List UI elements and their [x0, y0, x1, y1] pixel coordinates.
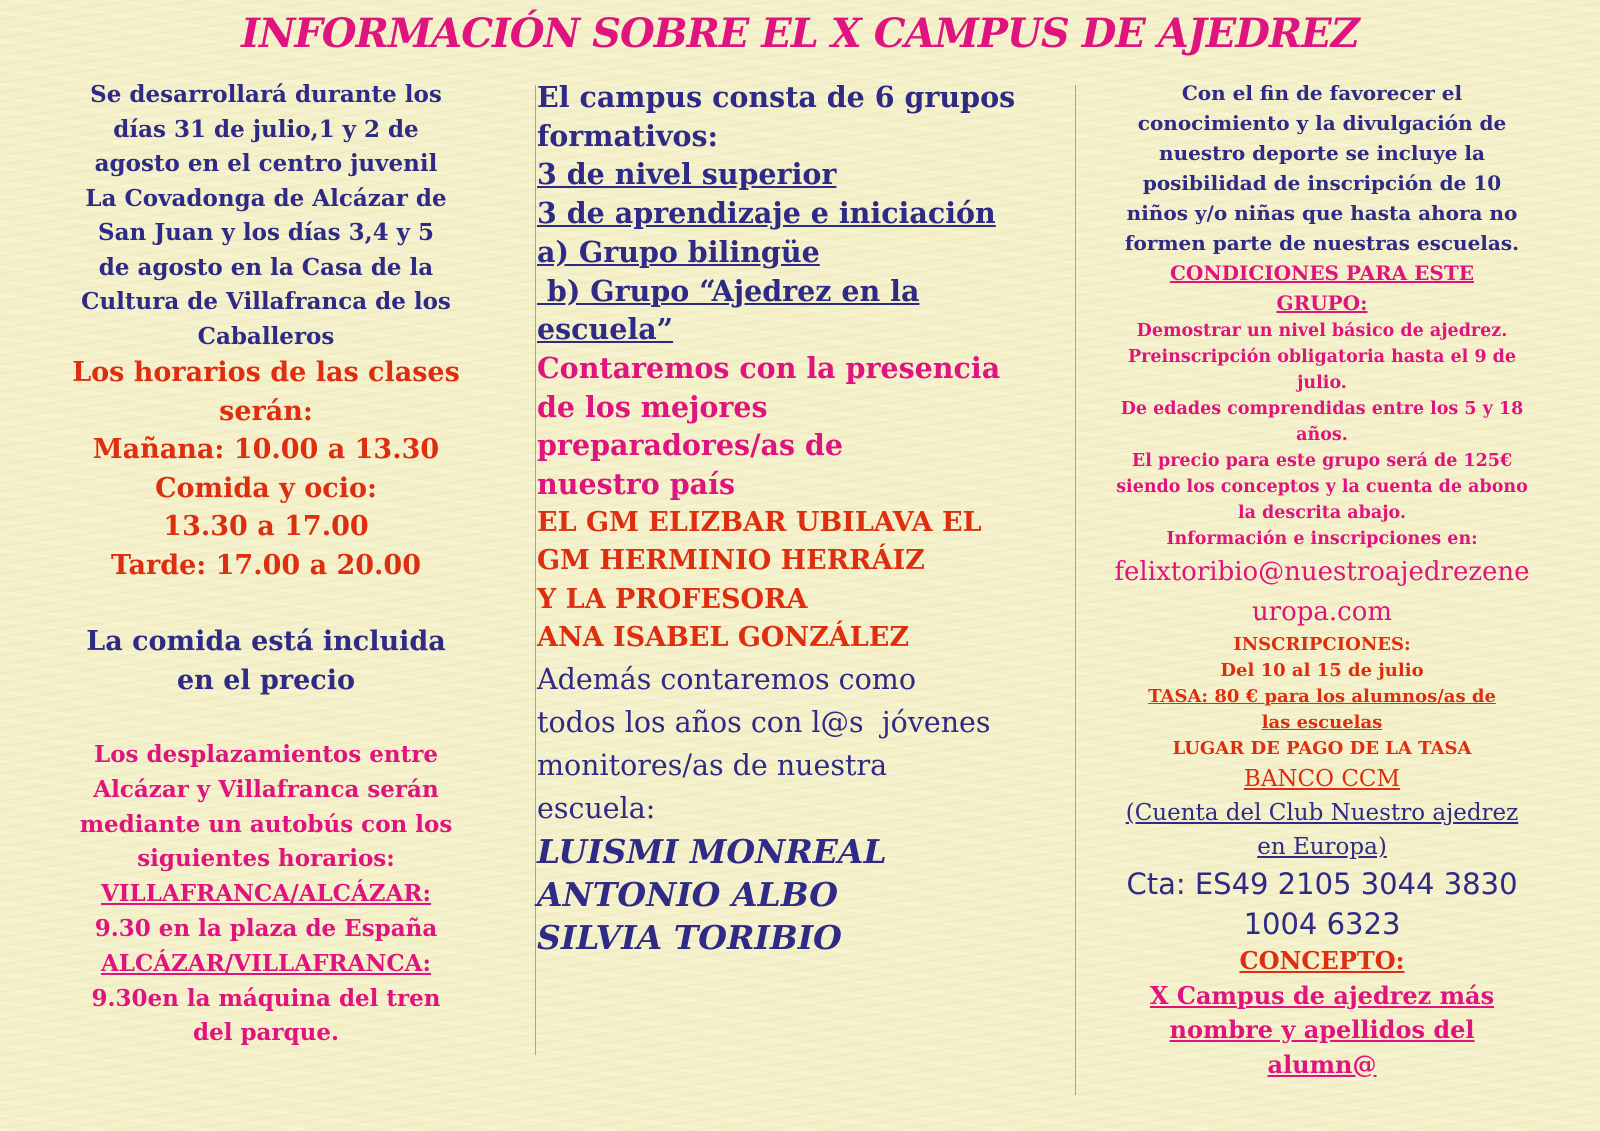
text-line: serán: — [219, 395, 313, 427]
text-line: (Cuenta del Club Nuestro ajedrez — [1125, 800, 1519, 826]
monitors-names — [537, 830, 1057, 959]
class-schedule — [38, 354, 494, 585]
contact-email[interactable] — [1082, 552, 1562, 632]
text-line: Cultura de Villafranca de los — [81, 288, 451, 315]
text-line: CONDICIONES PARA ESTE — [1170, 261, 1474, 285]
text-line: Contaremos con la presencia — [537, 350, 1001, 385]
column-groups-teachers — [537, 78, 1057, 959]
text-line: alumn@ — [1267, 1049, 1377, 1079]
text-line: posibilidad de inscripción de 10 — [1142, 171, 1502, 195]
text-line: GRUPO: — [1276, 291, 1368, 315]
text-line: de los mejores — [537, 389, 768, 424]
text-line: Información e inscripciones en: — [1166, 529, 1478, 549]
text-line: 1004 6323 — [1243, 907, 1401, 941]
text-line: formen parte de nuestras escuelas. — [1124, 231, 1520, 255]
text-line: nuestro país — [537, 467, 735, 502]
registration-dates: Del 10 al 15 de julio — [1220, 660, 1424, 681]
groups-info — [537, 78, 1057, 349]
teachers-list — [537, 504, 1057, 658]
text-line: 13.30 a 17.00 — [163, 511, 369, 542]
text-line: Alcázar y Villafranca serán — [93, 775, 439, 803]
text-line: EL GM ELIZBAR UBILAVA EL — [537, 506, 982, 538]
text-line: Tarde: 17.00 a 20.00 — [110, 549, 422, 581]
text-line: BANCO CCM — [1243, 766, 1401, 792]
text-line: agosto en el centro juvenil — [94, 150, 438, 177]
monitors-info — [537, 658, 1057, 830]
text-line: Caballeros — [197, 322, 335, 350]
text-line: de agosto en la Casa de la — [98, 253, 434, 281]
text-line: siendo los conceptos y la cuenta de abono — [1116, 477, 1528, 497]
text-line: La Covadonga de Alcázar de — [85, 184, 447, 212]
monitor-name: LUISMI MONREAL — [537, 831, 887, 871]
route-text: del parque. — [192, 1019, 339, 1047]
text-line: preparadores/as de — [537, 428, 843, 463]
text-line: todos los años con l@s jóvenes — [537, 705, 991, 739]
text-line: Mañana: 10.00 a 13.30 — [92, 434, 440, 465]
route-heading: ALCÁZAR/VILLAFRANCA: — [100, 949, 432, 977]
dates-location-text — [38, 78, 494, 354]
monitor-name: SILVIA TORIBIO — [537, 917, 842, 957]
bus-info — [38, 738, 494, 1051]
text-line: Preinscripción obligatoria hasta el 9 de — [1127, 347, 1517, 367]
text-line: nombre y apellidos del — [1169, 1015, 1475, 1044]
column-divider — [535, 85, 536, 1055]
conditions-heading — [1082, 258, 1562, 318]
text-line: en Europa) — [1257, 834, 1387, 860]
presence-info — [537, 349, 1057, 504]
text-line: en el precio — [176, 664, 356, 696]
fee-text: TASA: 80 € para los alumnos/as de — [1148, 686, 1496, 707]
column-registration — [1082, 78, 1562, 1082]
text-line: X Campus de ajedrez más — [1149, 980, 1495, 1010]
bank-name — [1082, 762, 1562, 796]
route-heading: VILLAFRANCA/ALCÁZAR: — [100, 880, 432, 908]
text-line: mediante un autobús con los — [79, 810, 453, 838]
text-line: Cta: ES49 2105 3044 3830 — [1126, 867, 1518, 901]
text-line: Comida y ocio: — [155, 472, 377, 504]
group-item: b) Grupo “Ajedrez en la — [537, 273, 920, 308]
inscripciones-heading: INSCRIPCIONES: — [1233, 634, 1411, 655]
column-divider — [1075, 85, 1076, 1095]
account-description — [1082, 796, 1562, 864]
text-line: formativos: — [537, 118, 719, 153]
fee-text: las escuelas — [1261, 712, 1383, 733]
email-line[interactable]: uropa.com — [1251, 597, 1393, 627]
text-line: Con el fin de favorecer el — [1181, 81, 1463, 105]
payment-place-heading: LUGAR DE PAGO DE LA TASA — [1172, 738, 1472, 759]
text-line: monitores/as de nuestra — [537, 748, 888, 782]
email-line[interactable]: felixtoribio@nuestroajedrezene — [1114, 557, 1530, 587]
text-line: ANA ISABEL GONZÁLEZ — [537, 622, 910, 654]
column-dates-schedule — [38, 78, 494, 1051]
concepto-heading — [1082, 944, 1562, 979]
page-title: INFORMACIÓN SOBRE EL X CAMPUS DE AJEDREZ — [241, 10, 1359, 57]
text-line: la descrita abajo. — [1237, 503, 1407, 523]
text-line: Los horarios de las clases — [72, 357, 460, 388]
text-line: GM HERMINIO HERRÁIZ — [537, 545, 925, 577]
text-line: Se desarrollará durante los — [90, 81, 442, 108]
text-line: niños y/o niñas que hasta ahora no — [1126, 201, 1518, 225]
group-level: 3 de aprendizaje e iniciación — [537, 196, 996, 231]
route-text: 9.30en la máquina del tren — [91, 984, 441, 1012]
group-item: a) Grupo bilingüe — [537, 234, 820, 269]
account-number — [1082, 864, 1562, 944]
concepto-text — [1082, 979, 1562, 1083]
conditions-list — [1082, 318, 1562, 552]
monitor-name: ANTONIO ALBO — [537, 874, 838, 914]
text-line: días 31 de julio,1 y 2 de — [113, 115, 419, 143]
text-line: CONCEPTO: — [1239, 946, 1405, 975]
special-group-intro — [1082, 78, 1562, 258]
meal-included-note — [38, 623, 494, 700]
text-line: San Juan y los días 3,4 y 5 — [98, 219, 434, 246]
text-line: conocimiento y la divulgación de — [1137, 111, 1507, 135]
text-line: nuestro deporte se incluye la — [1159, 141, 1485, 165]
text-line: El campus consta de 6 grupos — [537, 80, 1016, 114]
route-text: 9.30 en la plaza de España — [94, 914, 438, 942]
text-line: Además contaremos como — [537, 662, 916, 696]
text-line: De edades comprendidas entre los 5 y 18 — [1120, 399, 1524, 419]
text-line: julio. — [1297, 373, 1347, 393]
text-line: Y LA PROFESORA — [537, 583, 808, 615]
text-line: siguientes horarios: — [137, 845, 395, 873]
registration-info — [1082, 632, 1562, 762]
text-line: Los desplazamientos entre — [94, 741, 438, 768]
text-line: La comida está incluida — [86, 626, 446, 657]
text-line: años. — [1296, 425, 1348, 445]
text-line: El precio para este grupo será de 125€ — [1131, 451, 1513, 471]
group-level: 3 de nivel superior — [537, 157, 837, 192]
text-line: Demostrar un nivel básico de ajedrez. — [1136, 321, 1508, 341]
group-item: escuela” — [537, 312, 674, 347]
text-line: escuela: — [537, 791, 656, 825]
